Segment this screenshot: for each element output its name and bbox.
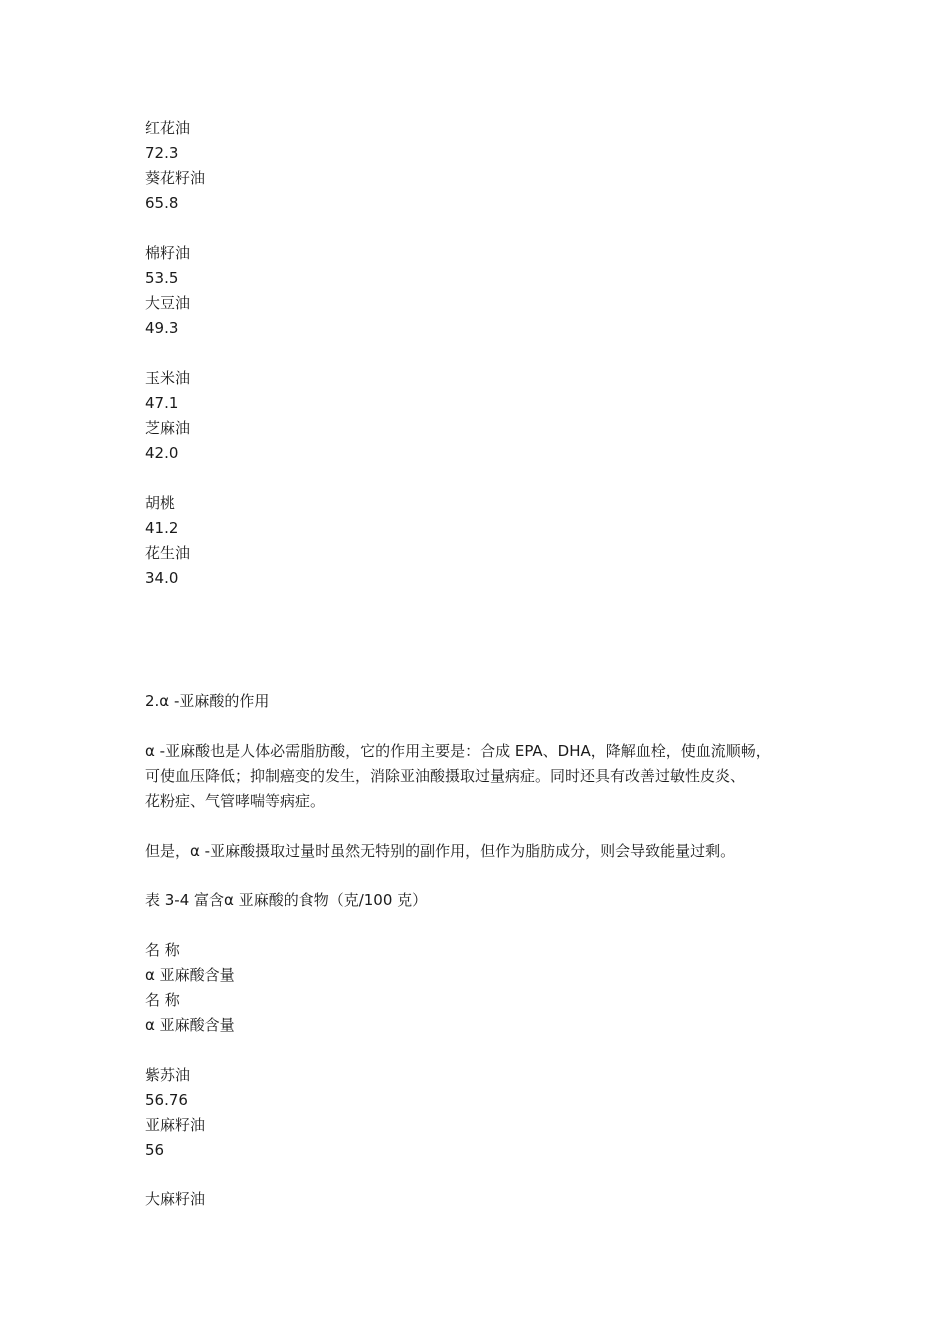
paragraph-line: 花粉症、气管哮喘等病症。 (145, 792, 326, 810)
table-row-value: 41.2 (145, 519, 179, 537)
table-row-value: 47.1 (145, 394, 179, 412)
table-header-name: 名 称 (145, 991, 180, 1009)
table-row-value: 72.3 (145, 144, 179, 162)
table-row-name: 葵花籽油 (145, 169, 206, 187)
table-row-value: 56.76 (145, 1091, 188, 1109)
table-row-name: 芝麻油 (145, 419, 191, 437)
table-row-name: 亚麻籽油 (145, 1116, 206, 1134)
paragraph-line: 可使血压降低；抑制癌变的发生，消除亚油酸摄取过量病症。同时还具有改善过敏性皮炎、 (145, 767, 746, 785)
section-heading: 2.α -亚麻酸的作用 (145, 692, 270, 710)
table-row-name: 红花油 (145, 119, 191, 137)
table-row-value: 53.5 (145, 269, 179, 287)
paragraph: 但是，α -亚麻酸摄取过量时虽然无特别的副作用，但作为脂肪成分，则会导致能量过剩。 (145, 842, 736, 860)
table-row-name: 玉米油 (145, 369, 191, 387)
table-header-value: α 亚麻酸含量 (145, 966, 235, 984)
table-row-value: 49.3 (145, 319, 179, 337)
paragraph-line: α -亚麻酸也是人体必需脂肪酸，它的作用主要是：合成 EPA、DHA，降解血栓，使血流顺畅， (145, 742, 771, 760)
table-row-name: 大麻籽油 (145, 1190, 206, 1208)
table-caption: 表 3-4 富含α 亚麻酸的食物（克/100 克） (145, 891, 428, 909)
table-row-value: 34.0 (145, 569, 179, 587)
table-row-value: 65.8 (145, 194, 179, 212)
table-header-name: 名 称 (145, 941, 180, 959)
table-row-name: 棉籽油 (145, 244, 191, 262)
table-row-name: 花生油 (145, 544, 191, 562)
table-row-value: 42.0 (145, 444, 179, 462)
table-row-name: 胡桃 (145, 494, 176, 512)
table-row-name: 大豆油 (145, 294, 191, 312)
table-row-value: 56 (145, 1141, 165, 1159)
table-header-value: α 亚麻酸含量 (145, 1016, 235, 1034)
table-row-name: 紫苏油 (145, 1066, 191, 1084)
